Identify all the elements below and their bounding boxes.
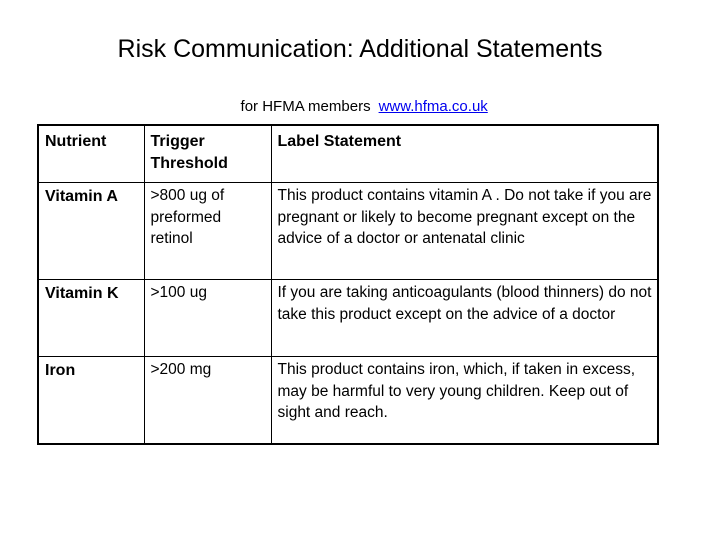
table-header-row [38,125,658,183]
header-trigger-threshold: Trigger Threshold [144,125,271,183]
nutrient-cell: Vitamin A [38,183,144,280]
table-row [38,183,658,280]
nutrient-cell: Iron [38,357,144,445]
threshold-cell: >100 ug [144,280,271,357]
statement-cell: This product contains vitamin A . Do not take if you are pregnant or likely to become pregnant except on the advice of a doctor or antenatal clinic [271,183,658,280]
nutrient-cell: Vitamin K [38,280,144,357]
statement-cell: If you are taking anticoagulants (blood thinners) do not take this product except on the advice of a doctor [271,280,658,357]
statement-cell: This product contains iron, which, if taken in excess, may be harmful to very young children. Keep out of sight and reach. [271,357,658,445]
subtitle [0,80,720,116]
subtitle-text: for HFMA members [240,98,371,115]
threshold-cell: >800 ug of preformed retinol [144,183,271,280]
table-row [38,280,658,357]
hfma-website-link[interactable]: www.hfma.co.uk [378,98,488,115]
threshold-cell: >200 mg [144,357,271,445]
header-nutrient: Nutrient [38,125,144,183]
header-label-statement: Label Statement [271,125,658,183]
table-row [38,357,658,445]
additional-statements-table [37,124,659,445]
page-title: Risk Communication: Additional Statements [117,35,603,63]
